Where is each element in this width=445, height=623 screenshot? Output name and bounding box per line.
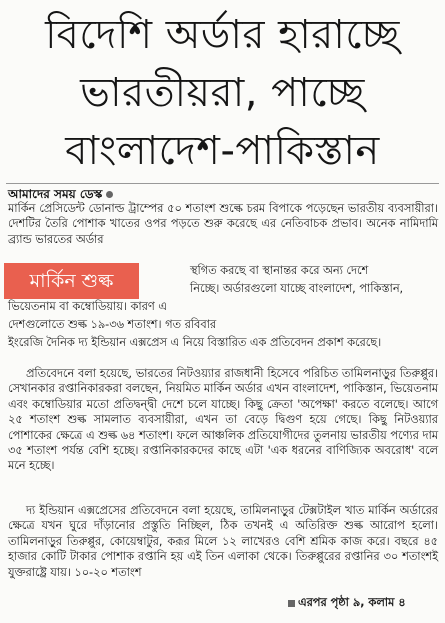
bullet-icon xyxy=(106,191,113,198)
paragraph-1-rest: ইংরেজি দৈনিক দ্য ইন্ডিয়ান এক্সপ্রেস এ নিয়ে বিস্তারিত এক প্রতিবেদন প্রকাশ করেছে। xyxy=(8,336,382,349)
headline-line-1: বিদেশি অর্ডার হারাচ্ছে xyxy=(45,12,400,58)
paragraph-3-text: দ্য ইন্ডিয়ান এক্সপ্রেসের প্রতিবেদনে বলা হয়েছে, তামিলনাড়ুর টেক্সটাইল খাত মার্কিন অর্ডারের ক্ষেত্রে যখন ঘুরে দাঁড়ানোর প্রস্তুতি নিচ্ছিল, ঠিক তখনই এ অতিরিক্ত শুল্ক আরোপ হলো। তামিলনাড়ুর তিরুপ্পুর, কোয়েম্বাটুর, করূর মিলে ১২ লাখেরও বেশি শ্রমিক কাজ করে। বছরে ৪৫ হাজার কোটি টাকার পোশাক রপ্তানি হয় এই তিন এলাকা থেকে। তিরুপ্পুরের রপ্তানির ৩০ শতাংশই যুক্তরাষ্ট্রে যায়। ১০-২০ শতাংশ xyxy=(8,504,438,579)
paragraph-2-text: প্রতিবেদনে বলা হয়েছে, ভারতের নিটওয়্যার রাজধানী হিসেবে পরিচিত তামিলনাড়ুর তিরুপ্পুর। সেখানকার রপ্তানিকারকরা বলছেন, নিয়মিত মার্কিন অর্ডার এখন বাংলাদেশ, পাকিস্তান, ভিয়েতনাম এবং কম্বোডিয়ার মতো প্রতিদ্বন্দ্বী দেশে চলে যাচ্ছে। কিছু ক্রেতা 'অপেক্ষা' করতে বলেছে। আগে ২৫ শতাংশ শুল্ক সামলাত ব্যবসায়ীরা, এখন তা বেড়ে দ্বিগুণ হয়ে গেছে। কিছু নিটওয়্যার পোশাকের ক্ষেত্রে এ শুল্ক ৬৪ শতাংশ। ফলে আঞ্চলিক প্রতিযোগীদের তুলনায় ভারতীয় পণ্যের দাম ৩৫ শতাংশ পর্যন্ত বেশি হচ্ছে। রপ্তানিকারকদের কাছে এটা 'এক ধরনের বাণিজ্যিক অবরোধ' বলে মনে হচ্ছে। xyxy=(8,367,438,473)
paragraph-1-lead xyxy=(8,201,438,247)
paragraph-2 xyxy=(8,366,438,474)
paragraph-1-wrap-line: ভিয়েতনাম বা কম্বোডিয়ায়। কারণ এ xyxy=(8,300,167,313)
byline-text: আমাদের সময় ডেস্ক xyxy=(8,187,103,201)
square-bullet-icon xyxy=(288,600,295,607)
paragraph-1-side-line: নিচ্ছে। অর্ডারগুলো যাচ্ছে বাংলাদেশ, পাকিস্তান, xyxy=(190,282,404,295)
headline-rule xyxy=(6,183,439,184)
paragraph-1-side-line: স্থগিত করছে বা স্থানান্তর করে অন্য দেশে xyxy=(190,264,369,277)
headline xyxy=(0,6,445,180)
section-badge: মার্কিন শুল্ক xyxy=(4,263,139,299)
headline-line-3: বাংলাদেশ-পাকিস্তান xyxy=(65,128,380,174)
continuation-text: এরপর পৃষ্ঠা ৯, কলাম ৪ xyxy=(298,596,406,609)
continuation-note xyxy=(288,595,406,610)
paragraph-3 xyxy=(8,503,438,580)
paragraph-1-lead-text: মার্কিন প্রেসিডেন্ট ডোনাল্ড ট্রাম্পের ৫০ শতাংশ শুল্কে চরম বিপাকে পড়েছেন ভারতীয় ব্যবসায়ীরা। দেশটির তৈরি পোশাক খাতের ওপর পড়তে শুরু করেছে এর নেতিবাচক প্রভাব। অনেক নামিদামি ব্র্যান্ড ভারতের অর্ডার xyxy=(8,202,438,246)
paragraph-1-wrap-line: দেশগুলোতে শুল্ক ১৯-৩৬ শতাংশ। গত রবিবার xyxy=(8,318,217,331)
headline-line-2: ভারতীয়রা, পাচ্ছে xyxy=(80,70,365,116)
